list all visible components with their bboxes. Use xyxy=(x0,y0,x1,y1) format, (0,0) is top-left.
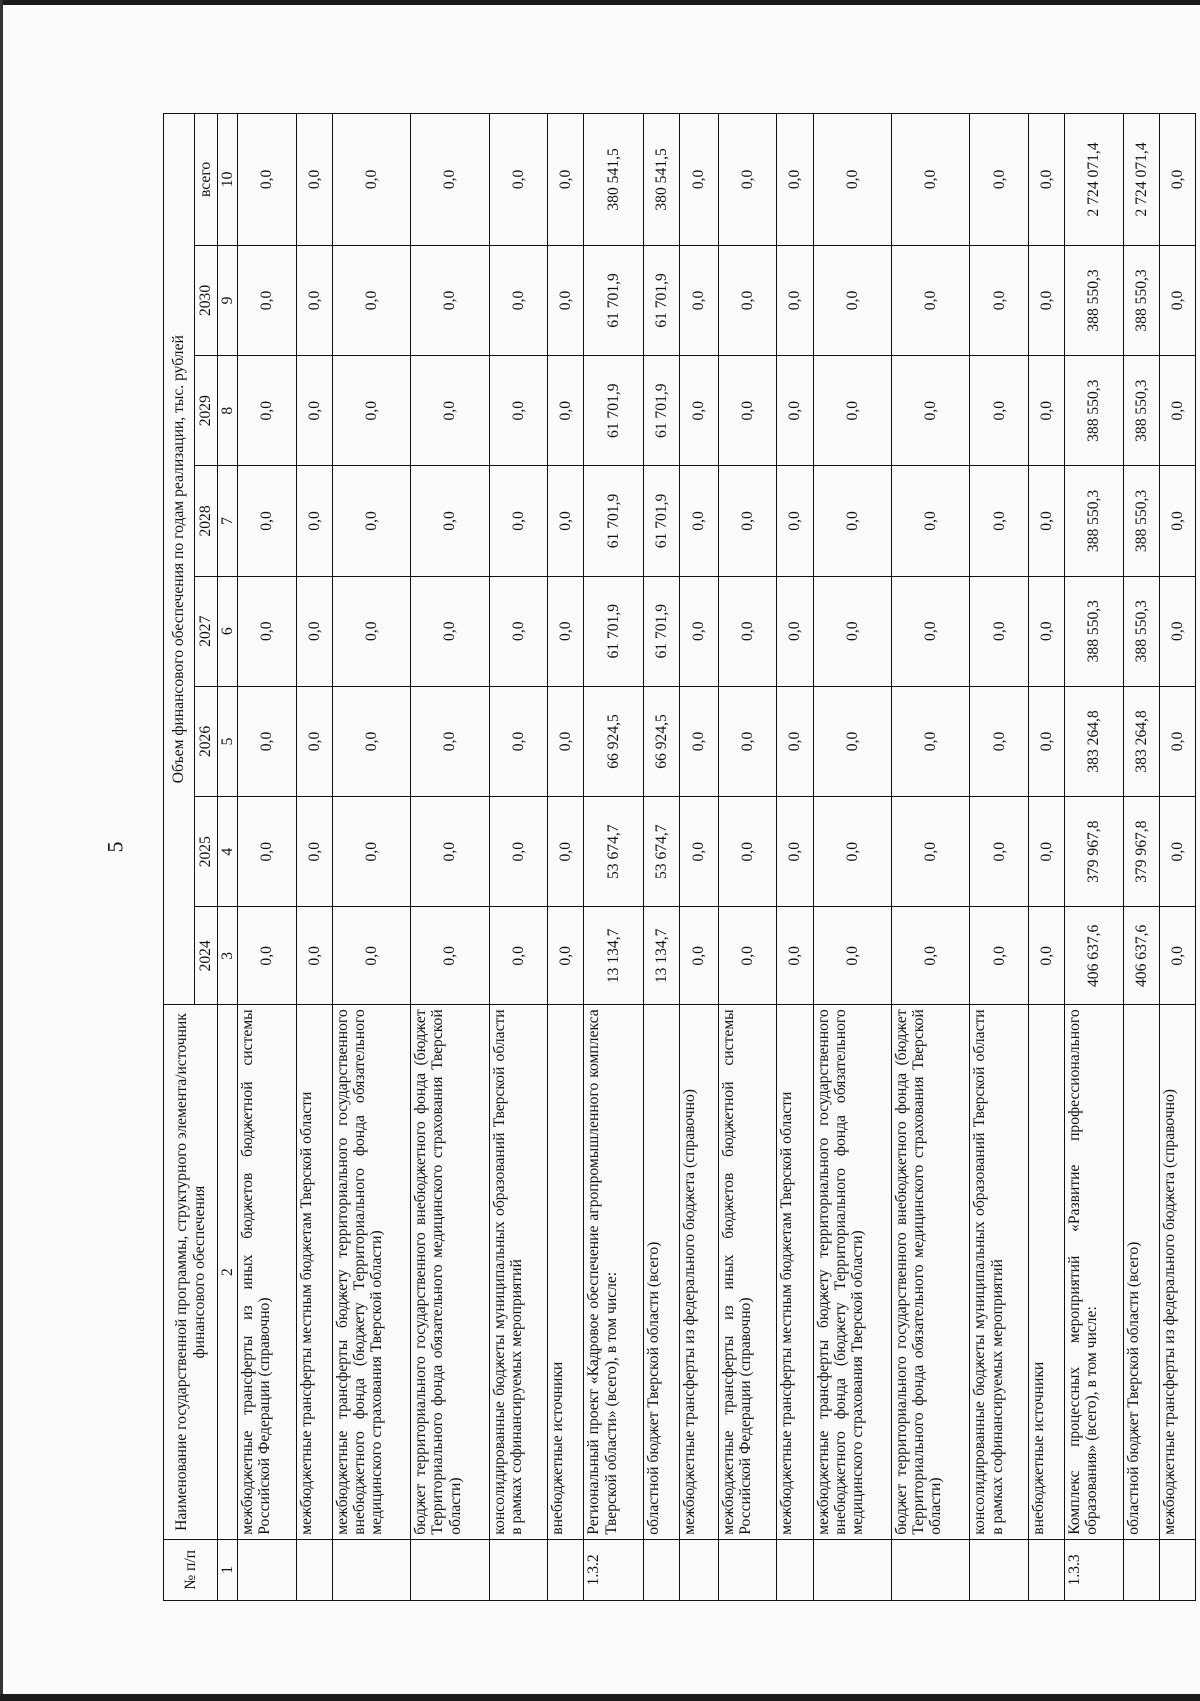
row-year-value: 0,0 xyxy=(1028,797,1064,907)
row-total-value: 380 541,5 xyxy=(584,114,644,246)
row-total-value: 2 724 071,4 xyxy=(1123,114,1159,246)
column-number: 10 xyxy=(218,114,238,246)
row-number xyxy=(718,1539,777,1600)
row-year-value: 61 701,9 xyxy=(644,466,680,576)
row-year-value: 0,0 xyxy=(777,356,813,466)
column-number: 9 xyxy=(218,245,238,355)
row-year-value: 66 924,5 xyxy=(644,686,680,796)
column-number: 1 xyxy=(218,1539,238,1600)
row-year-value: 0,0 xyxy=(1159,797,1195,907)
row-name: межбюджетные трансферты бюджету территориального государственного внебюджетного фонда (бюджету Территориального фонда обязательного медицинского страхования Тверской области) xyxy=(813,1005,891,1539)
table-row xyxy=(1028,114,1064,1601)
row-year-value: 0,0 xyxy=(680,576,719,686)
row-total-value: 2 724 071,4 xyxy=(1065,114,1124,246)
row-year-value: 0,0 xyxy=(813,907,891,1005)
table-row xyxy=(644,114,680,1601)
row-total-value: 0,0 xyxy=(489,114,548,246)
row-number xyxy=(489,1539,548,1600)
column-number: 4 xyxy=(218,797,238,907)
row-number xyxy=(548,1539,584,1600)
row-year-value: 0,0 xyxy=(411,356,489,466)
row-year-value: 0,0 xyxy=(1028,576,1064,686)
row-year-value: 0,0 xyxy=(489,466,548,576)
row-year-value: 388 550,3 xyxy=(1065,245,1124,355)
row-year-value: 0,0 xyxy=(296,245,332,355)
row-year-value: 0,0 xyxy=(680,245,719,355)
table-row xyxy=(777,114,813,1601)
row-year-value: 0,0 xyxy=(891,576,969,686)
row-year-value: 0,0 xyxy=(238,245,297,355)
row-year-value: 0,0 xyxy=(718,576,777,686)
row-year-value: 0,0 xyxy=(489,576,548,686)
header-total: всего xyxy=(195,114,218,246)
row-total-value: 0,0 xyxy=(1159,114,1195,246)
header-year: 2028 xyxy=(195,466,218,576)
row-year-value: 379 967,8 xyxy=(1065,797,1124,907)
row-year-value: 0,0 xyxy=(296,797,332,907)
page-number: 5 xyxy=(102,841,128,853)
row-year-value: 0,0 xyxy=(777,576,813,686)
row-year-value: 0,0 xyxy=(296,686,332,796)
row-year-value: 388 550,3 xyxy=(1065,576,1124,686)
column-number: 3 xyxy=(218,907,238,1005)
row-number xyxy=(813,1539,891,1600)
row-year-value: 0,0 xyxy=(332,466,410,576)
table-row xyxy=(1065,114,1124,1601)
row-number: 1.3.2 xyxy=(584,1539,644,1600)
row-year-value: 0,0 xyxy=(891,907,969,1005)
table-row xyxy=(489,114,548,1601)
row-year-value: 388 550,3 xyxy=(1123,356,1159,466)
row-year-value: 53 674,7 xyxy=(644,797,680,907)
row-name: межбюджетные трансферты из федерального бюджета (справочно) xyxy=(680,1005,719,1539)
header-name: Наименование государственной программы, структурного элемента/источник финансового обеспечения xyxy=(164,1005,218,1539)
row-year-value: 0,0 xyxy=(718,245,777,355)
table-row xyxy=(332,114,410,1601)
table-row xyxy=(584,114,644,1601)
row-year-value: 0,0 xyxy=(1028,907,1064,1005)
row-number xyxy=(238,1539,297,1600)
row-year-value: 0,0 xyxy=(970,797,1029,907)
table-row xyxy=(813,114,891,1601)
row-year-value: 0,0 xyxy=(411,797,489,907)
row-year-value: 383 264,8 xyxy=(1123,686,1159,796)
row-year-value: 0,0 xyxy=(891,245,969,355)
column-number: 2 xyxy=(218,1005,238,1539)
row-year-value: 13 134,7 xyxy=(584,907,644,1005)
row-year-value: 0,0 xyxy=(548,356,584,466)
row-year-value: 0,0 xyxy=(489,356,548,466)
financing-table xyxy=(163,113,1196,1601)
row-total-value: 0,0 xyxy=(296,114,332,246)
row-year-value: 0,0 xyxy=(548,907,584,1005)
table-row xyxy=(548,114,584,1601)
row-total-value: 0,0 xyxy=(238,114,297,246)
row-year-value: 0,0 xyxy=(548,797,584,907)
row-year-value: 0,0 xyxy=(1159,356,1195,466)
header-year: 2030 xyxy=(195,245,218,355)
row-number xyxy=(891,1539,969,1600)
table-row xyxy=(238,114,297,1601)
row-total-value: 0,0 xyxy=(718,114,777,246)
header-num: № п/п xyxy=(164,1539,218,1600)
row-year-value: 0,0 xyxy=(1159,907,1195,1005)
row-year-value: 388 550,3 xyxy=(1123,576,1159,686)
row-number: 1.3.3 xyxy=(1065,1539,1124,1600)
row-year-value: 0,0 xyxy=(411,245,489,355)
row-year-value: 0,0 xyxy=(970,576,1029,686)
row-year-value: 0,0 xyxy=(718,356,777,466)
row-total-value: 0,0 xyxy=(813,114,891,246)
row-year-value: 0,0 xyxy=(332,245,410,355)
row-year-value: 388 550,3 xyxy=(1123,245,1159,355)
header-year: 2027 xyxy=(195,576,218,686)
row-number xyxy=(1028,1539,1064,1600)
row-year-value: 61 701,9 xyxy=(584,356,644,466)
row-number xyxy=(332,1539,410,1600)
row-year-value: 0,0 xyxy=(238,907,297,1005)
row-year-value: 0,0 xyxy=(680,356,719,466)
row-year-value: 0,0 xyxy=(1159,245,1195,355)
row-year-value: 0,0 xyxy=(296,907,332,1005)
table-row xyxy=(296,114,332,1601)
row-year-value: 0,0 xyxy=(238,797,297,907)
row-year-value: 53 674,7 xyxy=(584,797,644,907)
row-year-value: 0,0 xyxy=(1159,686,1195,796)
row-year-value: 0,0 xyxy=(718,907,777,1005)
row-year-value: 0,0 xyxy=(296,576,332,686)
row-year-value: 0,0 xyxy=(238,356,297,466)
row-year-value: 0,0 xyxy=(970,466,1029,576)
row-year-value: 13 134,7 xyxy=(644,907,680,1005)
row-year-value: 0,0 xyxy=(777,466,813,576)
row-year-value: 0,0 xyxy=(332,356,410,466)
row-year-value: 0,0 xyxy=(332,686,410,796)
table-row xyxy=(411,114,489,1601)
row-name: бюджет территориального государственного внебюджетного фонда (бюджет Территориального фонда обязательного медицинского страхования Тверской области) xyxy=(891,1005,969,1539)
column-number: 8 xyxy=(218,356,238,466)
row-year-value: 61 701,9 xyxy=(584,576,644,686)
row-year-value: 0,0 xyxy=(813,576,891,686)
row-name: межбюджетные трансферты бюджету территориального государственного внебюджетного фонда (бюджету Территориального фонда обязательного медицинского страхования Тверской области) xyxy=(332,1005,410,1539)
row-year-value: 0,0 xyxy=(891,686,969,796)
header-year: 2025 xyxy=(195,797,218,907)
row-year-value: 0,0 xyxy=(970,245,1029,355)
row-year-value: 0,0 xyxy=(411,576,489,686)
row-number xyxy=(970,1539,1029,1600)
table-row xyxy=(1159,114,1195,1601)
row-year-value: 0,0 xyxy=(238,576,297,686)
header-year: 2026 xyxy=(195,686,218,796)
row-total-value: 0,0 xyxy=(891,114,969,246)
row-total-value: 380 541,5 xyxy=(644,114,680,246)
row-name: межбюджетные трансферты из иных бюджетов бюджетной системы Российской Федерации (справочно) xyxy=(718,1005,777,1539)
row-year-value: 0,0 xyxy=(1028,686,1064,796)
row-name: областной бюджет Тверской области (всего) xyxy=(1123,1005,1159,1539)
header-year: 2024 xyxy=(195,907,218,1005)
row-year-value: 0,0 xyxy=(332,576,410,686)
row-year-value: 61 701,9 xyxy=(644,245,680,355)
header-group-title: Объем финансового обеспечения по годам реализации, тыс. рублей xyxy=(164,114,195,1005)
scan-bottom-edge xyxy=(0,1694,1200,1701)
row-year-value: 383 264,8 xyxy=(1065,686,1124,796)
row-year-value: 0,0 xyxy=(1159,466,1195,576)
table-row xyxy=(680,114,719,1601)
row-name: областной бюджет Тверской области (всего) xyxy=(644,1005,680,1539)
row-year-value: 0,0 xyxy=(411,466,489,576)
row-year-value: 0,0 xyxy=(777,686,813,796)
row-number xyxy=(680,1539,719,1600)
row-year-value: 0,0 xyxy=(813,686,891,796)
row-number xyxy=(644,1539,680,1600)
row-year-value: 0,0 xyxy=(1159,576,1195,686)
row-year-value: 0,0 xyxy=(970,686,1029,796)
column-number: 6 xyxy=(218,576,238,686)
row-year-value: 0,0 xyxy=(813,466,891,576)
table-row xyxy=(1123,114,1159,1601)
row-name: межбюджетные трансферты из иных бюджетов бюджетной системы Российской Федерации (справочно) xyxy=(238,1005,297,1539)
row-year-value: 0,0 xyxy=(777,245,813,355)
row-year-value: 0,0 xyxy=(813,356,891,466)
scan-left-edge xyxy=(0,0,3,1701)
row-year-value: 0,0 xyxy=(680,466,719,576)
row-year-value: 61 701,9 xyxy=(644,576,680,686)
row-year-value: 0,0 xyxy=(777,797,813,907)
row-name: внебюджетные источники xyxy=(548,1005,584,1539)
row-year-value: 0,0 xyxy=(489,686,548,796)
row-year-value: 0,0 xyxy=(680,686,719,796)
table-row xyxy=(891,114,969,1601)
row-total-value: 0,0 xyxy=(777,114,813,246)
row-year-value: 61 701,9 xyxy=(584,466,644,576)
row-year-value: 406 637,6 xyxy=(1123,907,1159,1005)
row-total-value: 0,0 xyxy=(970,114,1029,246)
row-year-value: 0,0 xyxy=(238,466,297,576)
row-year-value: 0,0 xyxy=(1028,245,1064,355)
row-year-value: 0,0 xyxy=(891,466,969,576)
row-year-value: 66 924,5 xyxy=(584,686,644,796)
row-year-value: 0,0 xyxy=(296,356,332,466)
header-year: 2029 xyxy=(195,356,218,466)
row-year-value: 0,0 xyxy=(970,356,1029,466)
row-year-value: 388 550,3 xyxy=(1065,466,1124,576)
row-year-value: 0,0 xyxy=(718,686,777,796)
scan-top-edge xyxy=(0,0,1200,5)
row-year-value: 0,0 xyxy=(548,576,584,686)
row-year-value: 0,0 xyxy=(813,245,891,355)
row-year-value: 0,0 xyxy=(548,245,584,355)
row-total-value: 0,0 xyxy=(332,114,410,246)
rotated-table-container xyxy=(163,113,1196,1601)
row-number xyxy=(1123,1539,1159,1600)
row-year-value: 0,0 xyxy=(1028,356,1064,466)
row-year-value: 0,0 xyxy=(1028,466,1064,576)
row-year-value: 388 550,3 xyxy=(1065,356,1124,466)
row-total-value: 0,0 xyxy=(411,114,489,246)
row-year-value: 0,0 xyxy=(548,466,584,576)
row-year-value: 379 967,8 xyxy=(1123,797,1159,907)
row-year-value: 0,0 xyxy=(891,797,969,907)
table-row xyxy=(970,114,1029,1601)
row-name: Комплекс процессных мероприятий «Развитие профессионального образования» (всего), в том числе: xyxy=(1065,1005,1124,1539)
row-year-value: 0,0 xyxy=(332,907,410,1005)
row-name: консолидированные бюджеты муниципальных образований Тверской области в рамках софинансируемых мероприятий xyxy=(489,1005,548,1539)
row-year-value: 0,0 xyxy=(548,686,584,796)
row-name: консолидированные бюджеты муниципальных образований Тверской области в рамках софинансируемых мероприятий xyxy=(970,1005,1029,1539)
row-total-value: 0,0 xyxy=(680,114,719,246)
row-year-value: 0,0 xyxy=(411,686,489,796)
row-year-value: 0,0 xyxy=(777,907,813,1005)
row-year-value: 0,0 xyxy=(813,797,891,907)
row-year-value: 61 701,9 xyxy=(644,356,680,466)
row-year-value: 0,0 xyxy=(970,907,1029,1005)
row-year-value: 0,0 xyxy=(718,466,777,576)
row-year-value: 61 701,9 xyxy=(584,245,644,355)
row-year-value: 388 550,3 xyxy=(1123,466,1159,576)
row-year-value: 0,0 xyxy=(332,797,410,907)
row-total-value: 0,0 xyxy=(1028,114,1064,246)
column-number: 7 xyxy=(218,466,238,576)
row-year-value: 0,0 xyxy=(489,245,548,355)
row-name: бюджет территориального государственного внебюджетного фонда (бюджет Территориального фонда обязательного медицинского страхования Тверской области) xyxy=(411,1005,489,1539)
row-year-value: 0,0 xyxy=(891,356,969,466)
row-name: межбюджетные трансферты из федерального бюджета (справочно) xyxy=(1159,1005,1195,1539)
row-year-value: 0,0 xyxy=(296,466,332,576)
row-year-value: 0,0 xyxy=(489,907,548,1005)
row-name: межбюджетные трансферты местным бюджетам Тверской области xyxy=(296,1005,332,1539)
row-year-value: 406 637,6 xyxy=(1065,907,1124,1005)
row-year-value: 0,0 xyxy=(680,797,719,907)
row-year-value: 0,0 xyxy=(238,686,297,796)
row-year-value: 0,0 xyxy=(680,907,719,1005)
row-number xyxy=(411,1539,489,1600)
row-number xyxy=(296,1539,332,1600)
row-year-value: 0,0 xyxy=(411,907,489,1005)
row-name: Региональный проект «Кадровое обеспечение агропромышленного комплекса Тверской области» (всего), в том числе: xyxy=(584,1005,644,1539)
row-number xyxy=(777,1539,813,1600)
row-name: внебюджетные источники xyxy=(1028,1005,1064,1539)
row-number xyxy=(1159,1539,1195,1600)
row-year-value: 0,0 xyxy=(718,797,777,907)
row-total-value: 0,0 xyxy=(548,114,584,246)
row-name: межбюджетные трансферты местным бюджетам Тверской области xyxy=(777,1005,813,1539)
table-row xyxy=(718,114,777,1601)
column-number: 5 xyxy=(218,686,238,796)
row-year-value: 0,0 xyxy=(489,797,548,907)
